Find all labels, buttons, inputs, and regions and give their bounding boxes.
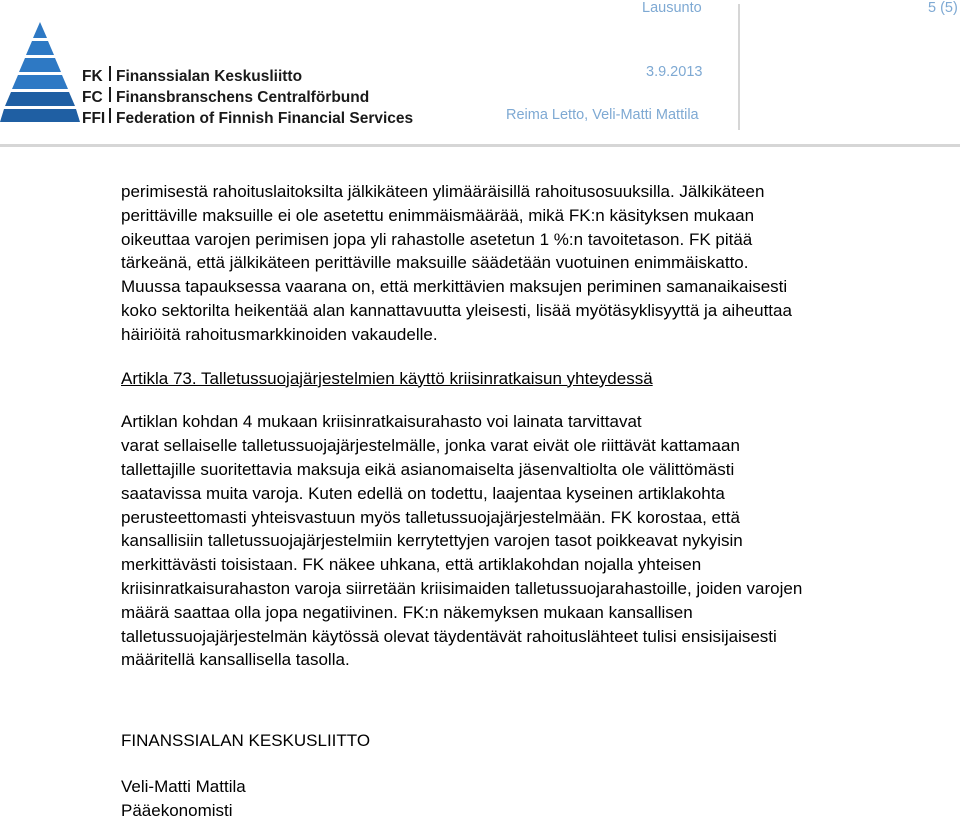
org-name: Finansbranschens Centralförbund	[116, 89, 370, 106]
text-line: perimisestä rahoituslaitoksilta jälkikäteen ylimääräisillä rahoitusosuuksilla. Jälkikäteen	[121, 182, 765, 201]
org-name: Finanssialan Keskusliitto	[116, 68, 303, 85]
text-line: kansallisiin talletussuojajärjestelmiin kerrytettyjen varojen tasot poikkeavat nykyisin	[121, 531, 743, 551]
org-abbr: FK	[82, 68, 103, 85]
org-line-ffi	[82, 108, 413, 129]
header-horizontal-divider	[0, 144, 960, 147]
signature-title: Pääekonomisti	[121, 800, 233, 820]
document-type: Lausunto	[642, 0, 702, 16]
paragraph-2	[121, 410, 951, 672]
text-line: Muussa tapauksessa vaarana on, että merkittävien maksujen periminen samanaikaisesti	[121, 277, 788, 297]
org-abbr: FC	[82, 89, 103, 106]
page-number: 5 (5)	[928, 0, 958, 16]
text-line: perittäville maksuille ei ole asetettu enimmäismäärää, mikä FK:n käsityksen mukaan	[121, 205, 755, 225]
org-divider	[109, 108, 111, 123]
paragraph-1	[121, 180, 951, 347]
text-line: kriisinratkaisurahaston varoja siirretään kriisimaiden talletussuojarahastoille, joiden varojen	[121, 578, 803, 598]
text-line: häiriöitä rahoitusmarkkinoiden vakaudelle.	[121, 324, 438, 344]
signature-block	[121, 729, 951, 822]
header-vertical-divider	[738, 4, 740, 130]
text-line: varat sellaiselle talletussuojajärjestelmälle, jonka varat eivät ole riittävät kattamaan	[121, 436, 740, 456]
org-divider	[109, 66, 111, 81]
org-abbr: FFI	[82, 110, 106, 127]
document-body	[121, 180, 951, 823]
article-heading: Artikla 73. Talletussuojajärjestelmien käyttö kriisinratkaisun yhteydessä	[121, 368, 653, 388]
org-line-fk	[82, 66, 413, 87]
org-divider	[109, 87, 111, 102]
text-line: perusteettomasti yhteisvastuun myös talletussuojajärjestelmään. FK korostaa, että	[121, 507, 740, 527]
text-line: saatavissa muita varoja. Kuten edellä on todettu, laajentaa kyseinen artiklakohta	[121, 483, 725, 503]
signature-org: FINANSSIALAN KESKUSLIITTO	[121, 731, 371, 751]
text-line: koko sektorilta heikentää alan kannattavuutta yleisesti, lisää myötäsyklisyyttä ja aiheuttaa	[121, 300, 792, 320]
org-names	[82, 66, 413, 129]
text-line: talletussuojajärjestelmän käytössä olevat täydentävät rahoituslähteet tulisi ensisijaisesti	[121, 626, 777, 646]
text-line: oikeuttaa varojen perimisen jopa yli rahastolle asetetun 1 %:n tavoitetason. FK pitää	[121, 229, 753, 249]
text-line: määritellä kansallisella tasolla.	[121, 650, 350, 670]
page-header	[0, 0, 960, 150]
text-line: merkittävästi toisistaan. FK näkee uhkana, että artiklakohdan nojalla yhteisen	[121, 555, 702, 575]
text-line: määrä saattaa olla jopa negatiivinen. FK:n näkemyksen mukaan kansallisen	[121, 602, 693, 622]
document-authors: Reima Letto, Veli-Matti Mattila	[506, 107, 699, 123]
text-line: tärkeänä, että jälkikäteen perittäville maksuille säädetään vuotuinen enimmäiskatto.	[121, 253, 749, 273]
fk-triangle-logo-icon	[0, 18, 80, 126]
text-line: Artiklan kohdan 4 mukaan kriisinratkaisurahasto voi lainata tarvittavat	[121, 412, 642, 432]
document-date: 3.9.2013	[646, 64, 703, 80]
org-line-fc	[82, 87, 413, 108]
signature-name: Veli-Matti Mattila	[121, 776, 246, 796]
text-line: tallettajille suoritettavia maksuja eikä asianomaiselta jäsenvaltiolta ole välittömästi	[121, 459, 735, 479]
org-name: Federation of Finnish Financial Services	[116, 110, 414, 127]
